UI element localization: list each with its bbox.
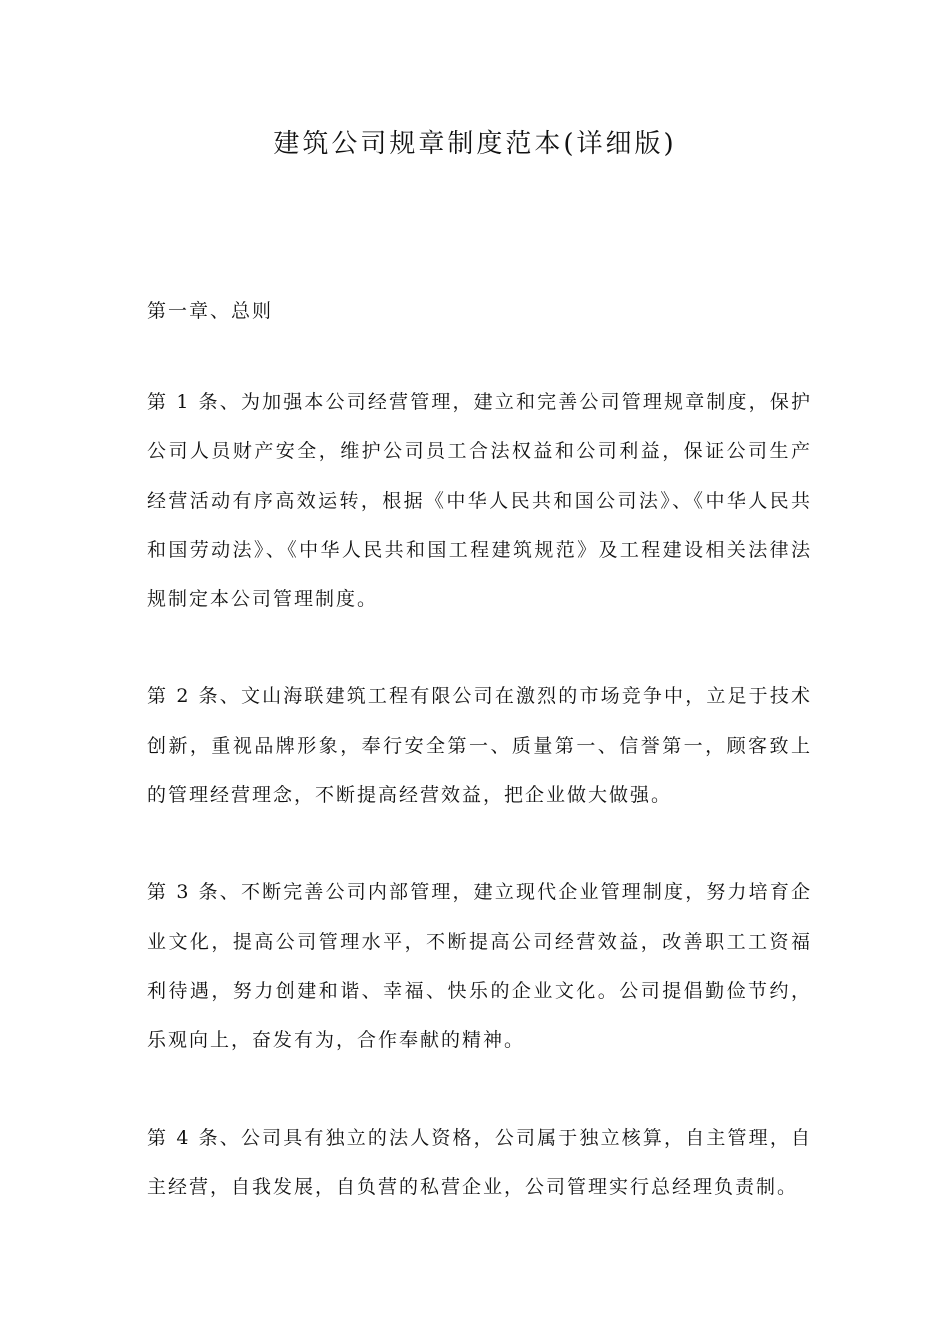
document-title: 建筑公司规章制度范本(详细版) (273, 129, 677, 159)
article-1: 第 1 条、为加强本公司经营管理，建立和完善公司管理规章制度，保护公司人员财产安全，维护公司员工合法权益和公司利益，保证公司生产经营活动有序高效运转，根据《中华人民共和国公司法》、《中华人民共和国劳动法》、《中华人民共和国工程建筑规范》及工程建设相关法律法规制定本公司管理制度。 (147, 391, 812, 611)
article-2: 第 2 条、文山海联建筑工程有限公司在激烈的市场竞争中，立足于技术创新，重视品牌形象，奉行安全第一、质量第一、信誉第一，顾客致上的管理经营理念，不断提高经营效益，把企业做大做强。 (147, 685, 812, 807)
article-4: 第 4 条、公司具有独立的法人资格，公司属于独立核算，自主管理，自主经营，自我发展，自负营的私营企业，公司管理实行总经理负责制。 (147, 1126, 812, 1198)
chapter-heading: 第一章、总则 (147, 300, 274, 322)
article-3: 第 3 条、不断完善公司内部管理，建立现代企业管理制度，努力培育企业文化，提高公司管理水平，不断提高公司经营效益，改善职工工资福利待遇，努力创建和谐、幸福、快乐的企业文化。公司提倡勤俭节约，乐观向上，奋发有为，合作奉献的精神。 (147, 881, 812, 1052)
document-body (147, 292, 812, 1212)
